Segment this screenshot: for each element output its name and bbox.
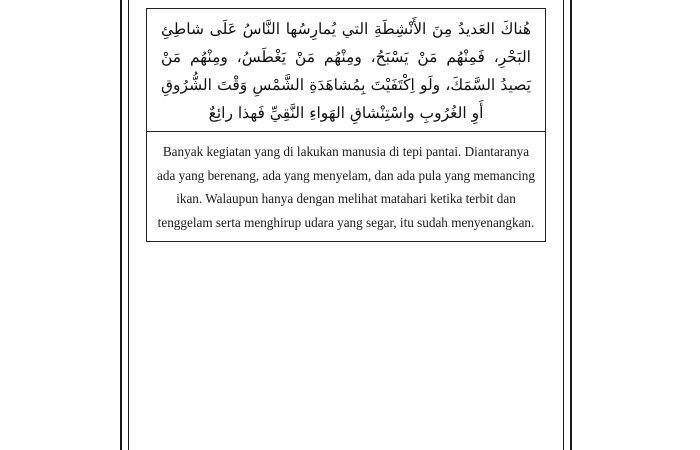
text-box bbox=[146, 8, 546, 242]
translation-paragraph: Banyak kegiatan yang di lakukan manusia di tepi pantai. Diantaranya ada yang berenang, ada yang menyelam, dan ada pula yang memancing ikan. Walaupun hanya dengan melihat matahari ketika terbit dan tenggelam serta menghirup udara yang segar, itu sudah menyenangkan. bbox=[157, 144, 535, 230]
arabic-paragraph: هُناكَ العَديدُ مِنَ الأَنْشِطَةِ التي يُمارِسُها النَّاسُ عَلَى شاطِئِ البَحْرِ، فَمِنْهُم مَنْ يَسْبَحُ، ومِنْهُم مَنْ يَغْطَسُ، ومِنْهُم مَنْ يَصيدُ السَّمَكَ، ولَو اِكْتَفَيْتَ بِمُشاهَدَةِ الشَّمْسِ وَقْتَ الشُّرُوقِ أَوِ الغُرُوبِ واسْتِنْشاقِ الهَواءِ النَّقِيِّ فَهذا رائِعٌ bbox=[161, 20, 531, 122]
